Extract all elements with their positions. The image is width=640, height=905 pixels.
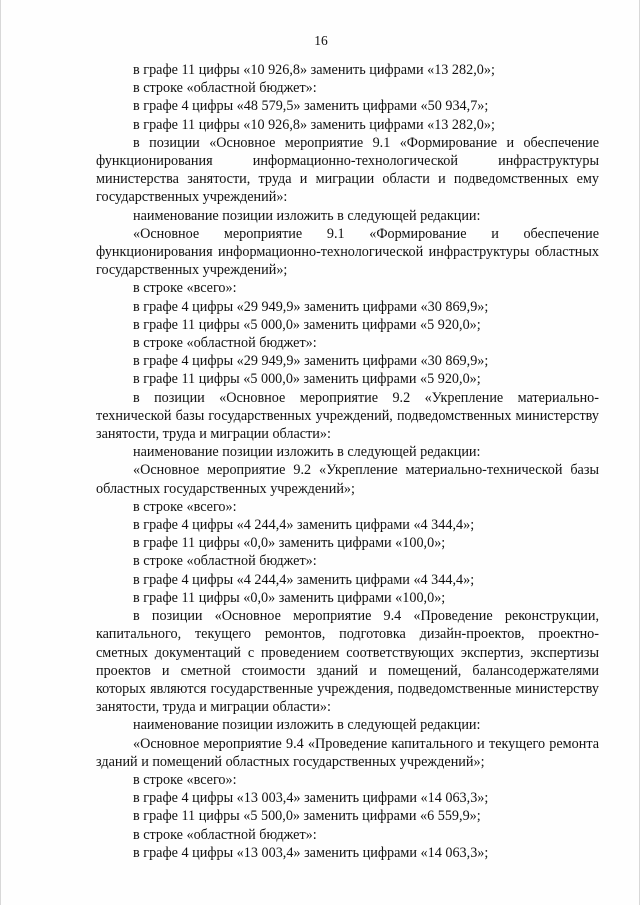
paragraph: в графе 4 цифры «29 949,9» заменить цифрами «30 869,9»; <box>133 353 489 370</box>
paragraph: наименование позиции изложить в следующей редакции: <box>133 207 481 224</box>
paragraph: в позиции «Основное мероприятие 9.1 «Формирование и обеспечение функционирования информационно-технологической инфраструктуры министерства занятости, труда и миграции области и подведомственных ему государственных учреждений»: <box>96 134 599 206</box>
document-body <box>96 61 599 862</box>
paragraph: в графе 4 цифры «13 003,4» заменить цифрами «14 063,3»; <box>133 844 489 861</box>
paragraph: в графе 11 цифры «5 000,0» заменить цифрами «5 920,0»; <box>133 316 481 333</box>
paragraph: в графе 4 цифры «48 579,5» заменить цифрами «50 934,7»; <box>133 98 489 115</box>
paragraph: в позиции «Основное мероприятие 9.2 «Укрепление материально-технической базы государственных учреждений, подведомственных министерству занятости, труда и миграции области»: <box>96 389 599 443</box>
paragraph: в строке «областной бюджет»: <box>133 80 317 97</box>
paragraph: в графе 11 цифры «0,0» заменить цифрами «100,0»; <box>133 589 446 606</box>
paragraph: в позиции «Основное мероприятие 9.4 «Проведение реконструкции, капитального, текущего ремонтов, подготовка дизайн-проектов, проектно-сметных документаций с проведением соответствующих экспертиз, экспертизы проектов и сметной стоимости зданий и помещений, балансодержателями которых являются государственные учреждения, подведомственные министерству занятости, труда и миграции области»: <box>96 608 599 716</box>
paragraph: в графе 4 цифры «4 244,4» заменить цифрами «4 344,4»; <box>133 571 475 588</box>
paragraph: наименование позиции изложить в следующей редакции: <box>133 717 481 734</box>
paragraph: в графе 11 цифры «5 000,0» заменить цифрами «5 920,0»; <box>133 371 481 388</box>
paragraph: в графе 4 цифры «4 244,4» заменить цифрами «4 344,4»; <box>133 517 475 534</box>
paragraph: в графе 4 цифры «29 949,9» заменить цифрами «30 869,9»; <box>133 298 489 315</box>
paragraph: наименование позиции изложить в следующей редакции: <box>133 444 481 461</box>
paragraph: в графе 11 цифры «10 926,8» заменить цифрами «13 282,0»; <box>133 116 495 133</box>
paragraph: в графе 11 цифры «0,0» заменить цифрами «100,0»; <box>133 535 446 552</box>
paragraph: в графе 11 цифры «5 500,0» заменить цифрами «6 559,9»; <box>133 808 481 825</box>
paragraph: в графе 4 цифры «13 003,4» заменить цифрами «14 063,3»; <box>133 790 489 807</box>
paragraph: в строке «всего»: <box>133 498 237 515</box>
paragraph: в графе 11 цифры «10 926,8» заменить цифрами «13 282,0»; <box>133 62 495 78</box>
paragraph: в строке «всего»: <box>133 771 237 788</box>
paragraph: «Основное мероприятие 9.1 «Формирование и обеспечение функционирования информационно-технологической инфраструктуры областных государственных учреждений»; <box>96 225 599 279</box>
paragraph: в строке «всего»: <box>133 280 237 297</box>
paragraph: в строке «областной бюджет»: <box>133 826 317 843</box>
paragraph: в строке «областной бюджет»: <box>133 553 317 570</box>
page-number: 16 <box>314 33 328 48</box>
paragraph: в строке «областной бюджет»: <box>133 335 317 352</box>
paragraph: «Основное мероприятие 9.2 «Укрепление материально-технической базы областных государственных учреждений»; <box>96 462 599 497</box>
paragraph: «Основное мероприятие 9.4 «Проведение капитального и текущего ремонта зданий и помещений областных государственных учреждений»; <box>96 735 599 770</box>
